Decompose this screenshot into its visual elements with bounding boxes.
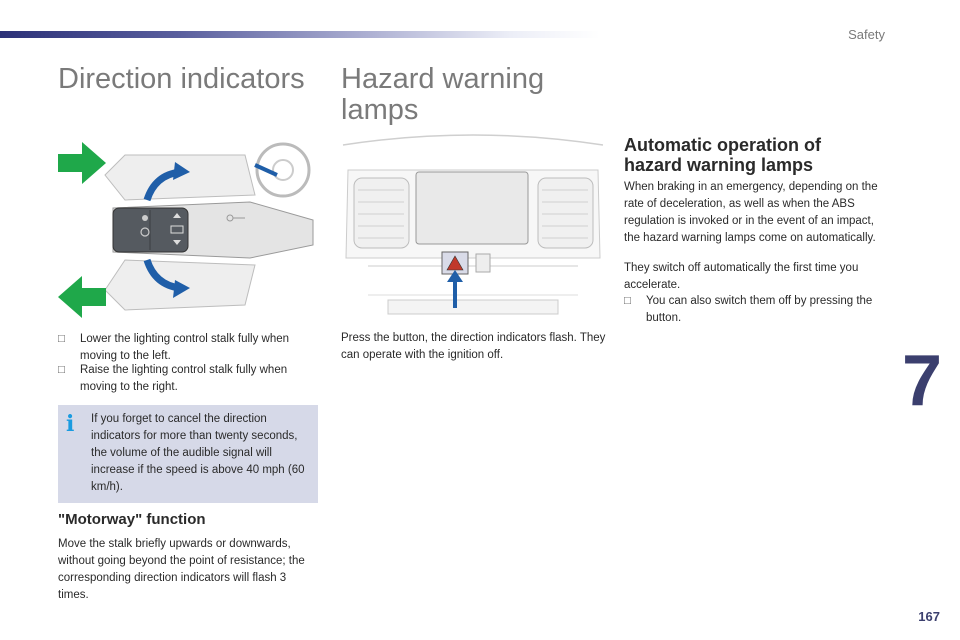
bullet-lower-stalk: □ Lower the lighting control stalk fully when moving to the left. <box>58 333 290 362</box>
motorway-function-heading: "Motorway" function <box>58 511 206 528</box>
square-bullet-icon: □ <box>58 333 65 345</box>
automatic-operation-heading: Automatic operation of hazard warning lamps <box>624 135 821 175</box>
square-bullet-icon: □ <box>624 295 631 307</box>
page-number: 167 <box>918 609 940 624</box>
square-bullet-icon: □ <box>58 364 65 376</box>
info-icon: i <box>66 411 75 437</box>
chapter-number: 7 <box>901 341 942 421</box>
header-bar <box>0 31 600 38</box>
hazard-warning-title: Hazard warning lamps <box>341 63 545 126</box>
motorway-function-text: Move the stalk briefly upwards or downwards, without going beyond the point of resistance; the corresponding direction indicators will flash 3 times. <box>58 538 305 601</box>
automatic-operation-paragraph-1: When braking in an emergency, depending on the rate of deceleration, as well as when the ABS regulation is invoked or in the event of an impact, the hazard warning lamps come on automatically. <box>624 181 878 244</box>
green-arrow-left-icon <box>58 276 106 318</box>
bullet-raise-stalk: □ Raise the lighting control stalk fully when moving to the right. <box>58 364 288 393</box>
green-arrow-right-icon <box>58 142 106 184</box>
hazard-caption: Press the button, the direction indicators flash. They can operate with the ignition off. <box>341 332 606 361</box>
automatic-operation-paragraph-2: They switch off automatically the first time you accelerate. <box>624 262 859 291</box>
bullet-switch-off: □ You can also switch them off by pressing the button. <box>624 295 873 324</box>
info-box <box>58 405 318 503</box>
direction-indicators-title: Direction indicators <box>58 63 305 95</box>
dashboard-hazard-illustration <box>338 130 608 320</box>
chapter-label: Safety <box>848 27 885 42</box>
info-text: If you forget to cancel the direction indicators for more than twenty seconds, the volume of the audible signal will increase if the speed is above 40 mph (60 km/h). <box>91 413 305 493</box>
